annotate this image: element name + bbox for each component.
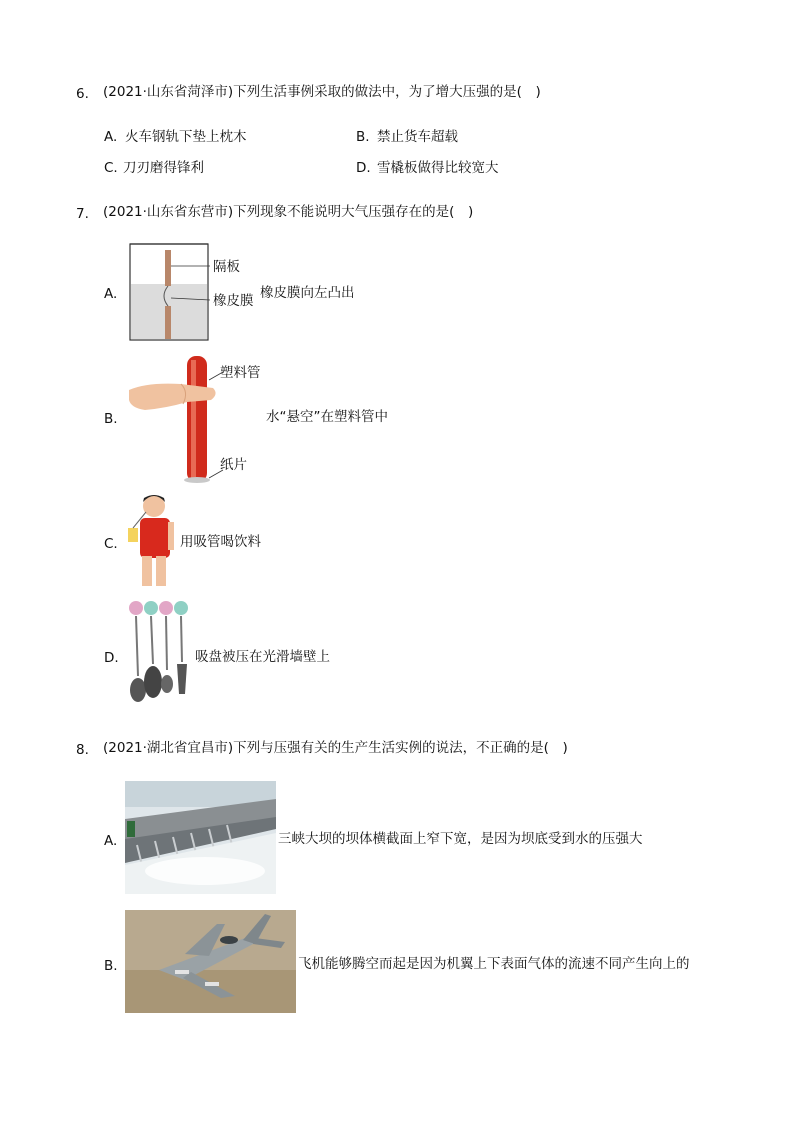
question-6-number: 6.: [76, 86, 89, 102]
figure-label-plastic-tube: 塑料管: [220, 365, 261, 381]
question-6-option-a-label: A.: [104, 129, 118, 145]
question-7-option-d-text: 吸盘被压在光滑墙壁上: [195, 649, 330, 665]
question-7-option-b-label: B.: [104, 411, 118, 427]
fighter-jet-photo: [125, 910, 296, 1013]
question-8-option-b-label: B.: [104, 958, 118, 974]
question-8-option-a-text: 三峡大坝的坝体横截面上窄下宽，是因为坝底受到水的压强大: [278, 831, 643, 847]
question-6-option-b-label: B.: [356, 129, 370, 145]
question-7-option-a-text: 橡皮膜向左凸出: [260, 285, 355, 301]
question-7-option-c-label: C.: [104, 536, 118, 552]
question-6-option-c-text: 刀刃磨得锋利: [123, 160, 204, 176]
question-8-stem: (2021·湖北省宜昌市)下列与压强有关的生产生活实例的说法，不正确的是( ): [103, 740, 568, 756]
figure-label-rubber-membrane: 橡皮膜: [213, 293, 254, 309]
question-7-number: 7.: [76, 206, 89, 222]
container-partition-figure: [126, 240, 266, 344]
question-8-number: 8.: [76, 742, 89, 758]
question-7-option-d-label: D.: [104, 650, 119, 666]
question-7-option-b-text: 水“悬空”在塑料管中: [266, 409, 388, 425]
question-6-option-d-text: 雪橇板做得比较宽大: [377, 160, 499, 176]
three-gorges-dam-photo: [125, 781, 276, 894]
boy-drinking-figure: [124, 492, 178, 588]
suction-cup-hooks-figure: [127, 598, 193, 708]
question-8-option-a-label: A.: [104, 833, 118, 849]
question-6-option-d-label: D.: [356, 160, 371, 176]
figure-label-partition: 隔板: [213, 259, 240, 275]
question-8-option-b-text: 飞机能够腾空而起是因为机翼上下表面气体的流速不同产生向上的: [298, 956, 690, 972]
question-7-stem: (2021·山东省东营市)下列现象不能说明大气压强存在的是( ): [103, 204, 474, 220]
question-6-option-b-text: 禁止货车超载: [377, 129, 458, 145]
question-6-option-a-text: 火车钢轨下垫上枕木: [125, 129, 247, 145]
question-7-option-c-text: 用吸管喝饮料: [180, 534, 261, 550]
question-6-option-c-label: C.: [104, 160, 118, 176]
question-7-option-a-label: A.: [104, 286, 118, 302]
question-6-stem: (2021·山东省菏泽市)下列生活事例采取的做法中，为了增大压强的是( ): [103, 84, 541, 100]
figure-label-paper-card: 纸片: [220, 457, 247, 473]
